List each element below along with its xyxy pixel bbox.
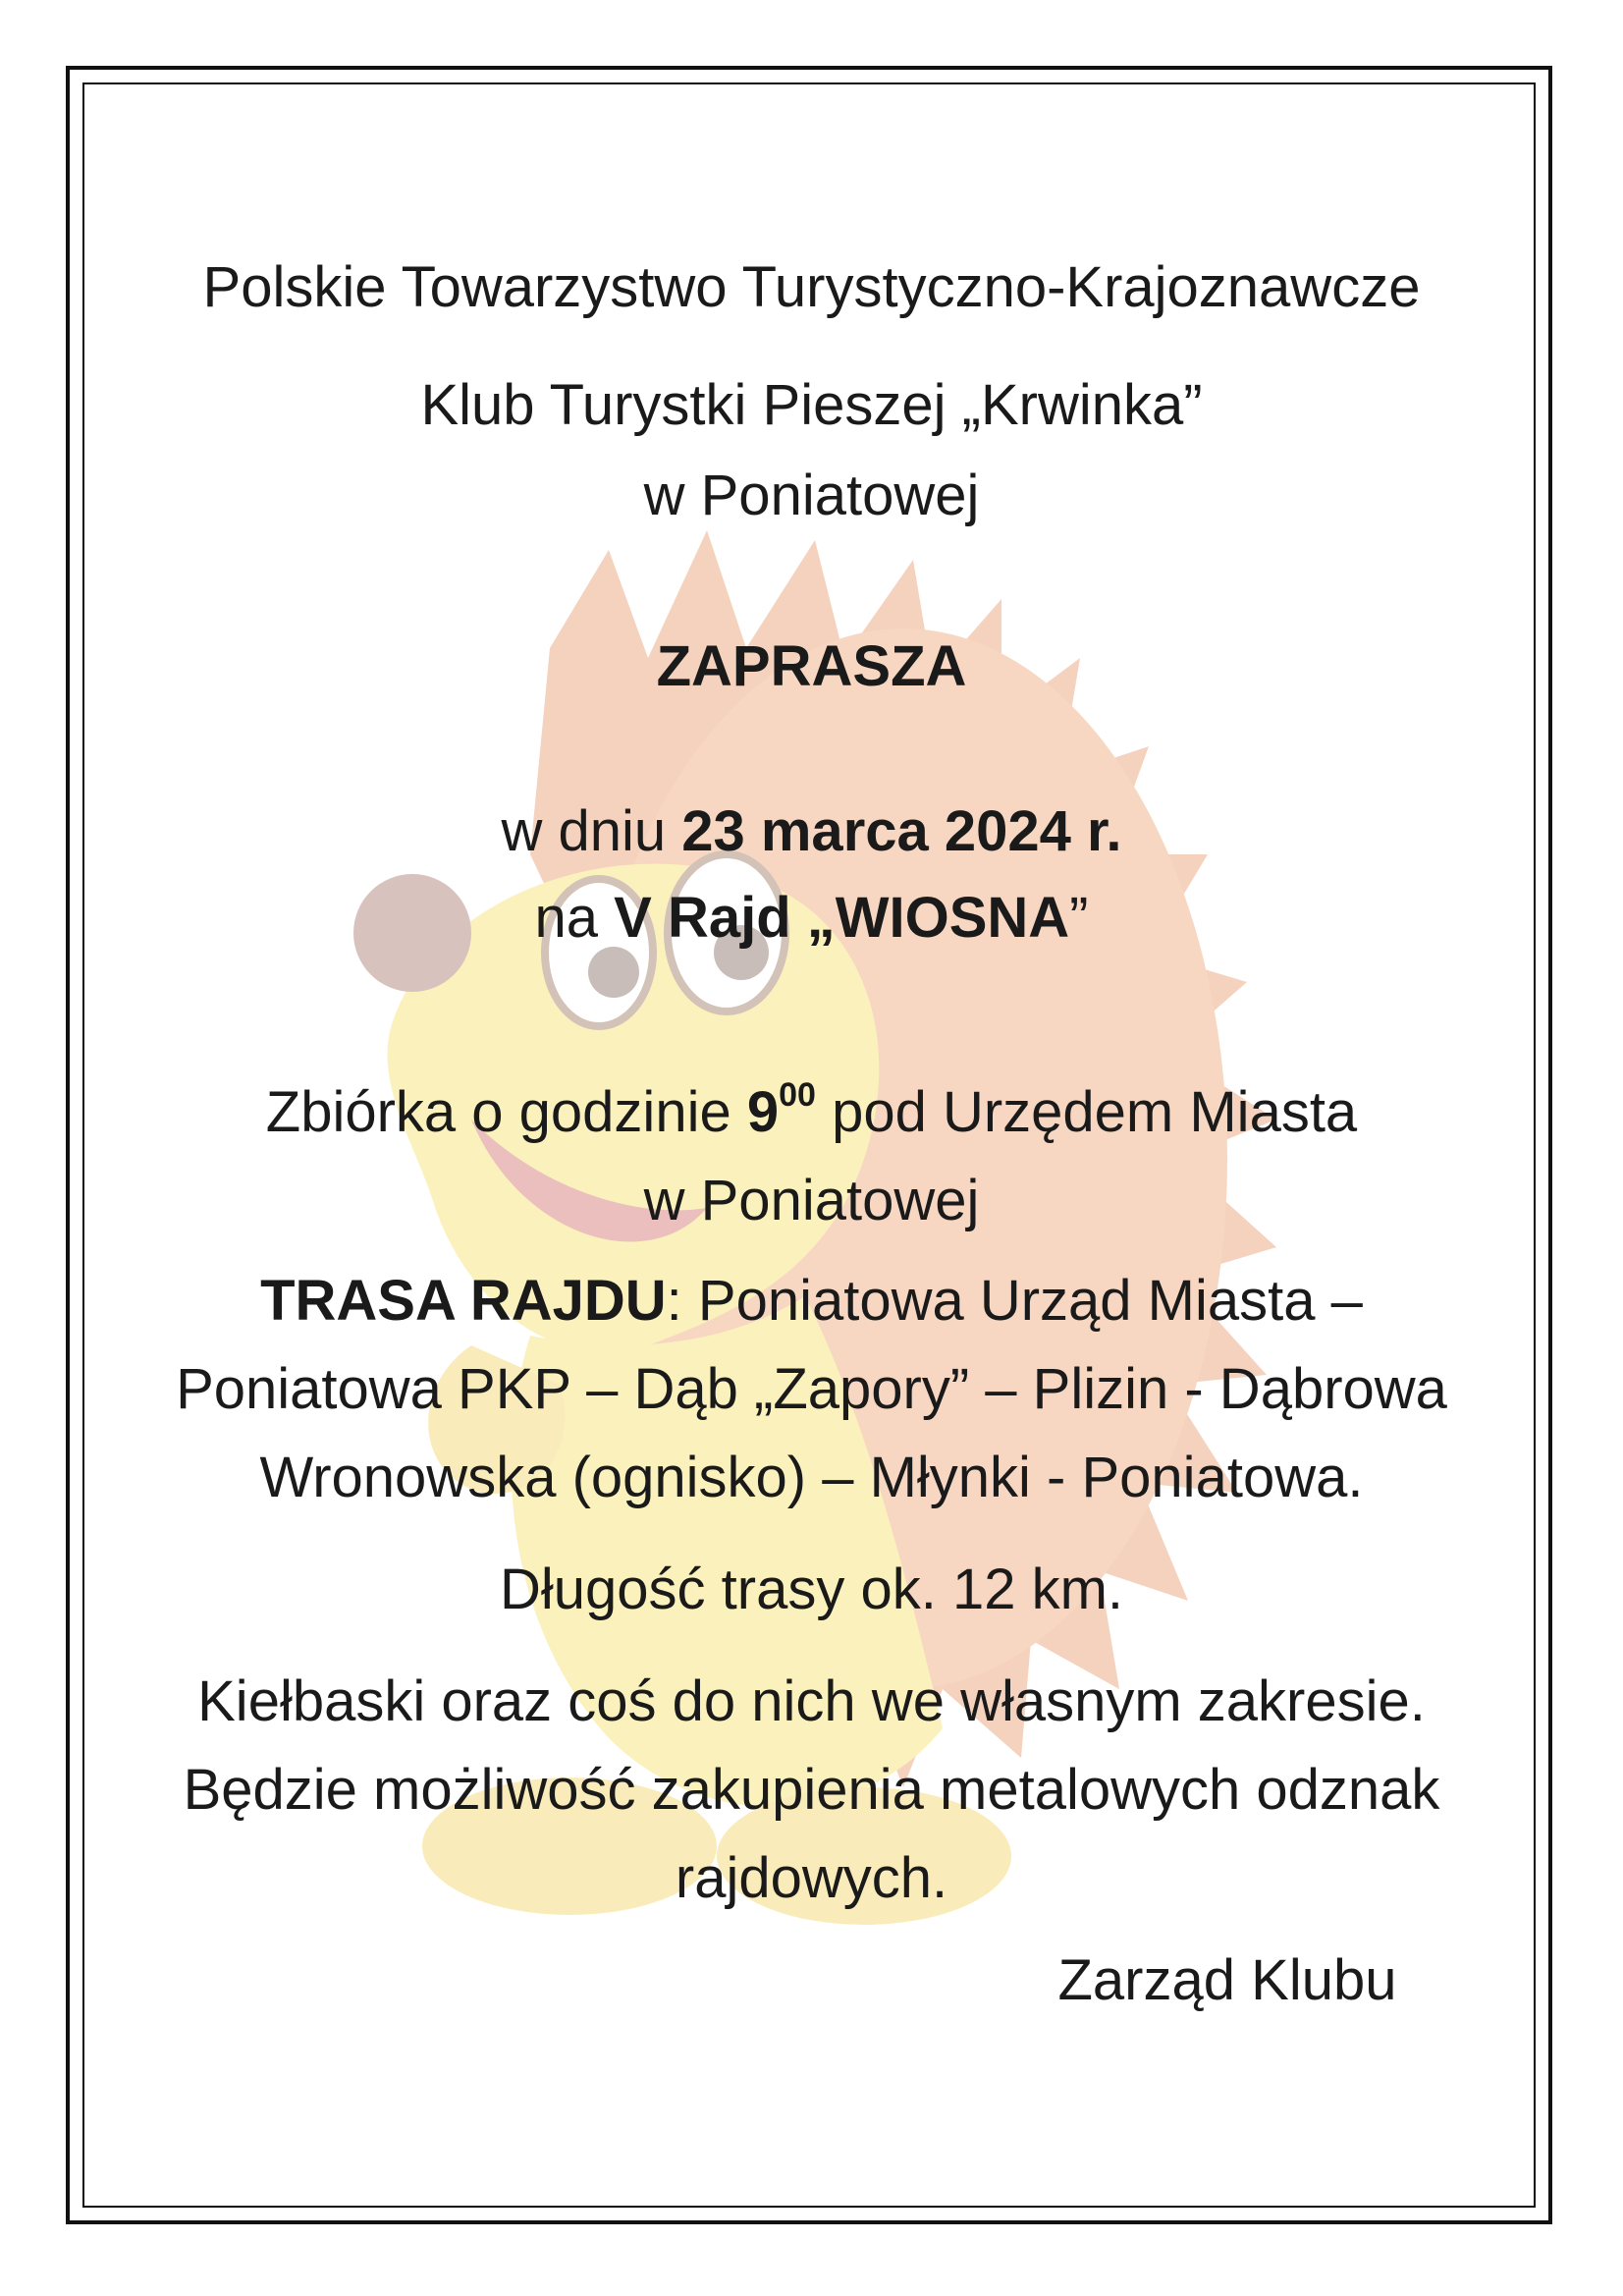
route-line-1-rest: : Poniatowa Urząd Miasta – [666, 1269, 1363, 1333]
route-line-2: Poniatowa PKP – Dąb „Zapory” – Plizin - Dąbrowa [176, 1357, 1447, 1421]
event-date-line [118, 797, 1505, 866]
invitation-content [118, 0, 1505, 2296]
signature: Zarząd Klubu [1057, 1948, 1397, 2012]
event-name-prefix: na [534, 886, 599, 950]
meeting-prefix: Zbiórka o godzinie [265, 1080, 731, 1144]
route-length: Długość trasy ok. 12 km. [500, 1558, 1123, 1621]
route-line-3: Wronowska (ognisko) – Młynki - Poniatowa. [259, 1446, 1364, 1509]
invite-heading: ZAPRASZA [656, 634, 967, 698]
meeting-minutes: 00 [779, 1075, 816, 1114]
notes-line-2: Będzie możliwość zakupienia metalowych odznak [183, 1758, 1440, 1822]
event-name-line [118, 884, 1505, 953]
notes-line-3: rajdowych. [675, 1846, 948, 1910]
notes-line-1: Kiełbaski oraz coś do nich we własnym zakresie. [197, 1669, 1426, 1733]
event-date: 23 marca 2024 r. [681, 799, 1122, 863]
club-town: w Poniatowej [643, 464, 980, 527]
organization-name: Polskie Towarzystwo Turystyczno-Krajoznawcze [202, 255, 1421, 319]
meeting-town: w Poniatowej [643, 1169, 980, 1232]
club-name: Klub Turystki Pieszej „Krwinka” [420, 373, 1203, 437]
event-name: V Rajd „WIOSNA [614, 886, 1070, 950]
meeting-line [118, 1075, 1505, 1147]
meeting-place: pod Urzędem Miasta [832, 1080, 1358, 1144]
meeting-hour: 9 [746, 1080, 780, 1144]
route-label: TRASA RAJDU [260, 1269, 667, 1333]
event-name-suffix: ” [1069, 886, 1089, 950]
route-line-1 [118, 1267, 1505, 1336]
event-date-prefix: w dniu [501, 799, 667, 863]
